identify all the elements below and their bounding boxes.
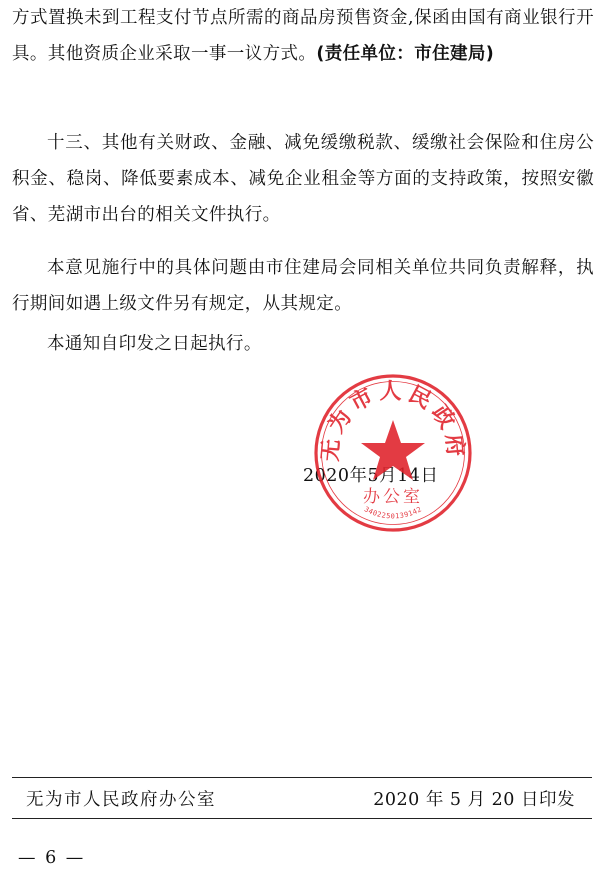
official-seal-icon — [312, 372, 474, 534]
seal-serial-number: 3402250139142 — [362, 505, 424, 521]
footer-issuer: 无为市人民政府办公室 — [26, 790, 216, 810]
seal-upper-text: 无为市人民政府 — [318, 379, 468, 463]
signature-date: 2020年5月14日 — [303, 466, 439, 486]
paragraph-responsibility — [12, 0, 594, 72]
seal-lower-text: 办公室 — [363, 487, 423, 507]
paragraph-effective: 本通知自印发之日起执行。 — [47, 334, 262, 354]
paragraph-item-thirteen: 十三、其他有关财政、金融、减免缓缴税款、缓缴社会保险和住房公积金、稳岗、降低要素成本、减免企业租金等方面的支持政策，按照安徽省、芜湖市出台的相关文件执行。 — [12, 133, 594, 225]
footer-issue-date: 2020 年 5 月 20 日印发 — [373, 790, 575, 810]
footer-bottom-rule — [12, 818, 592, 819]
footer-top-rule — [12, 777, 592, 778]
svg-text:3402250139142 — [363, 505, 423, 520]
paragraph-interpretation: 本意见施行中的具体问题由市住建局会同相关单位共同负责解释，执行期间如遇上级文件另有规定，从其规定。 — [12, 258, 594, 314]
page-number: — 6 — — [18, 848, 86, 868]
paragraph-responsibility-text: 方式置换未到工程支付节点所需的商品房预售资金,保函由国有商业银行开具。其他资质企业采取一事一议方式。 — [12, 8, 594, 64]
responsible-unit-label: (责任单位：市住建局) — [316, 44, 495, 64]
